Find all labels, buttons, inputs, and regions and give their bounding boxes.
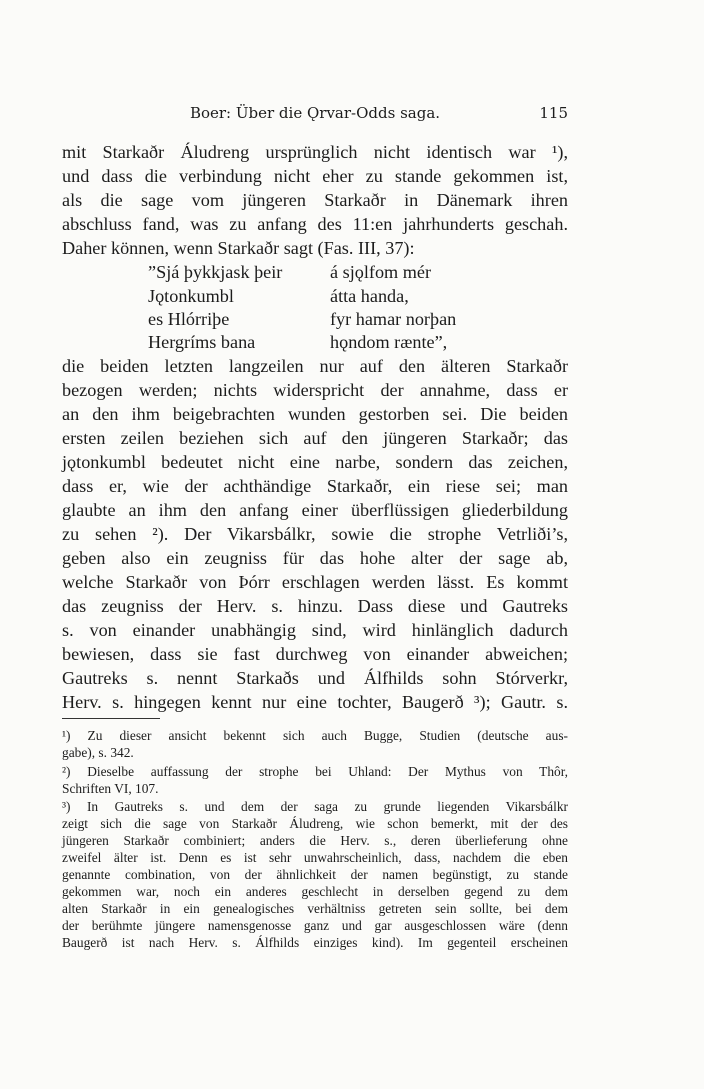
footnote-line: zeigt sich die sage von Starkaðr Áludreng, wie schon bemerkt, mit der des xyxy=(62,816,568,831)
verse-line-b: átta handa, xyxy=(330,286,409,306)
body-line: die beiden letzten langzeilen nur auf den älteren Starkaðr xyxy=(62,356,568,376)
body-line: und dass die verbindung nicht eher zu stande gekommen ist, xyxy=(62,166,568,186)
body-line: bewiesen, dass sie fast durchweg von einander abweichen; xyxy=(62,644,568,664)
verse-line-b: hǫndom rænte”, xyxy=(330,332,448,352)
body-line: ersten zeilen beziehen sich auf den jüngeren Starkaðr; das xyxy=(62,428,568,448)
footnote-line: ²) Dieselbe auffassung der strophe bei Uhland: Der Mythus von Thôr, xyxy=(62,764,568,779)
body-line: s. von einander unabhängig sind, wird hinlänglich dadurch xyxy=(62,620,568,640)
body-line: glaubte an ihm den anfang einer überflüssigen gliederbildung xyxy=(62,500,568,520)
footnote-line: jüngeren Starkaðr combiniert; anders die Herv. s., deren überlieferung ohne xyxy=(62,833,568,848)
verse-line-a: Jǫtonkumbl xyxy=(148,286,234,306)
body-line: dass er, wie der achthändige Starkaðr, ein riese sei; man xyxy=(62,476,568,496)
footnote-line: gekommen war, noch ein anderes geschlecht in derselben gegend zu dem xyxy=(62,884,568,899)
verse-line-a: es Hlórriþe xyxy=(148,309,230,329)
body-line: jǫtonkumbl bedeutet nicht eine narbe, sondern das zeichen, xyxy=(62,452,568,472)
footnote-line: Baugerð ist nach Herv. s. Álfhilds einziges kind). Im gegenteil erscheinen xyxy=(62,935,568,950)
footnote-line: gabe), s. 342. xyxy=(62,745,134,760)
body-line: zu sehen ²). Der Vikarsbálkr, sowie die strophe Vetrliði’s, xyxy=(62,524,568,544)
body-line: bezogen werden; nichts widerspricht der annahme, dass er xyxy=(62,380,568,400)
footnote-line: Schriften VI, 107. xyxy=(62,781,159,796)
footnote-separator xyxy=(62,718,160,719)
footnote-line: genannte combination, von der ähnlichkeit der namen begünstigt, zu stande xyxy=(62,867,568,882)
body-line: abschluss fand, was zu anfang des 11:en jahrhunderts geschah. xyxy=(62,214,568,234)
verse-line-b: fyr hamar norþan xyxy=(330,309,457,329)
verse-line-b: á sjǫlfom mér xyxy=(330,262,432,282)
body-line: Daher können, wenn Starkaðr sagt (Fas. III, 37): xyxy=(62,238,415,258)
body-line: Herv. s. hingegen kennt nur eine tochter, Baugerð ³); Gautr. s. xyxy=(62,692,568,712)
body-line: geben also ein zeugniss für das hohe alter der sage ab, xyxy=(62,548,568,568)
body-line: als die sage vom jüngeren Starkaðr in Dänemark ihren xyxy=(62,190,568,210)
footnote-line: ¹) Zu dieser ansicht bekennt sich auch Bugge, Studien (deutsche aus- xyxy=(62,728,568,743)
body-line: welche Starkaðr von Þórr erschlagen werden lässt. Es kommt xyxy=(62,572,568,592)
footnote-line: alten Starkaðr in ein genealogisches verhältniss getreten sein sollte, bei dem xyxy=(62,901,568,916)
running-title: Boer: Über die Ǫrvar-Odds saga. xyxy=(189,104,441,122)
page-number: 115 xyxy=(539,104,568,122)
body-line: das zeugniss der Herv. s. hinzu. Dass diese und Gautreks xyxy=(62,596,568,616)
body-line: an den ihm beigebrachten wunden gestorben sei. Die beiden xyxy=(62,404,568,424)
page-header xyxy=(62,104,568,128)
footnote-line: ³) In Gautreks s. und dem der saga zu grunde liegenden Vikarsbálkr xyxy=(62,799,568,814)
verse-line-a: Hergríms bana xyxy=(148,332,256,352)
body-line: Gautreks s. nennt Starkaðs und Álfhilds sohn Stórverkr, xyxy=(62,668,568,688)
body-line: mit Starkaðr Áludreng ursprünglich nicht identisch war ¹), xyxy=(62,142,568,162)
footnote-line: zweifel älter ist. Denn es ist sehr unwahrscheinlich, dass, nachdem die eben xyxy=(62,850,568,865)
verse-line-a: ”Sjá þykkjask þeir xyxy=(148,262,283,282)
footnote-line: der berühmte jüngere namensgenosse ganz und gar ausgeschlossen wäre (denn xyxy=(62,918,568,933)
